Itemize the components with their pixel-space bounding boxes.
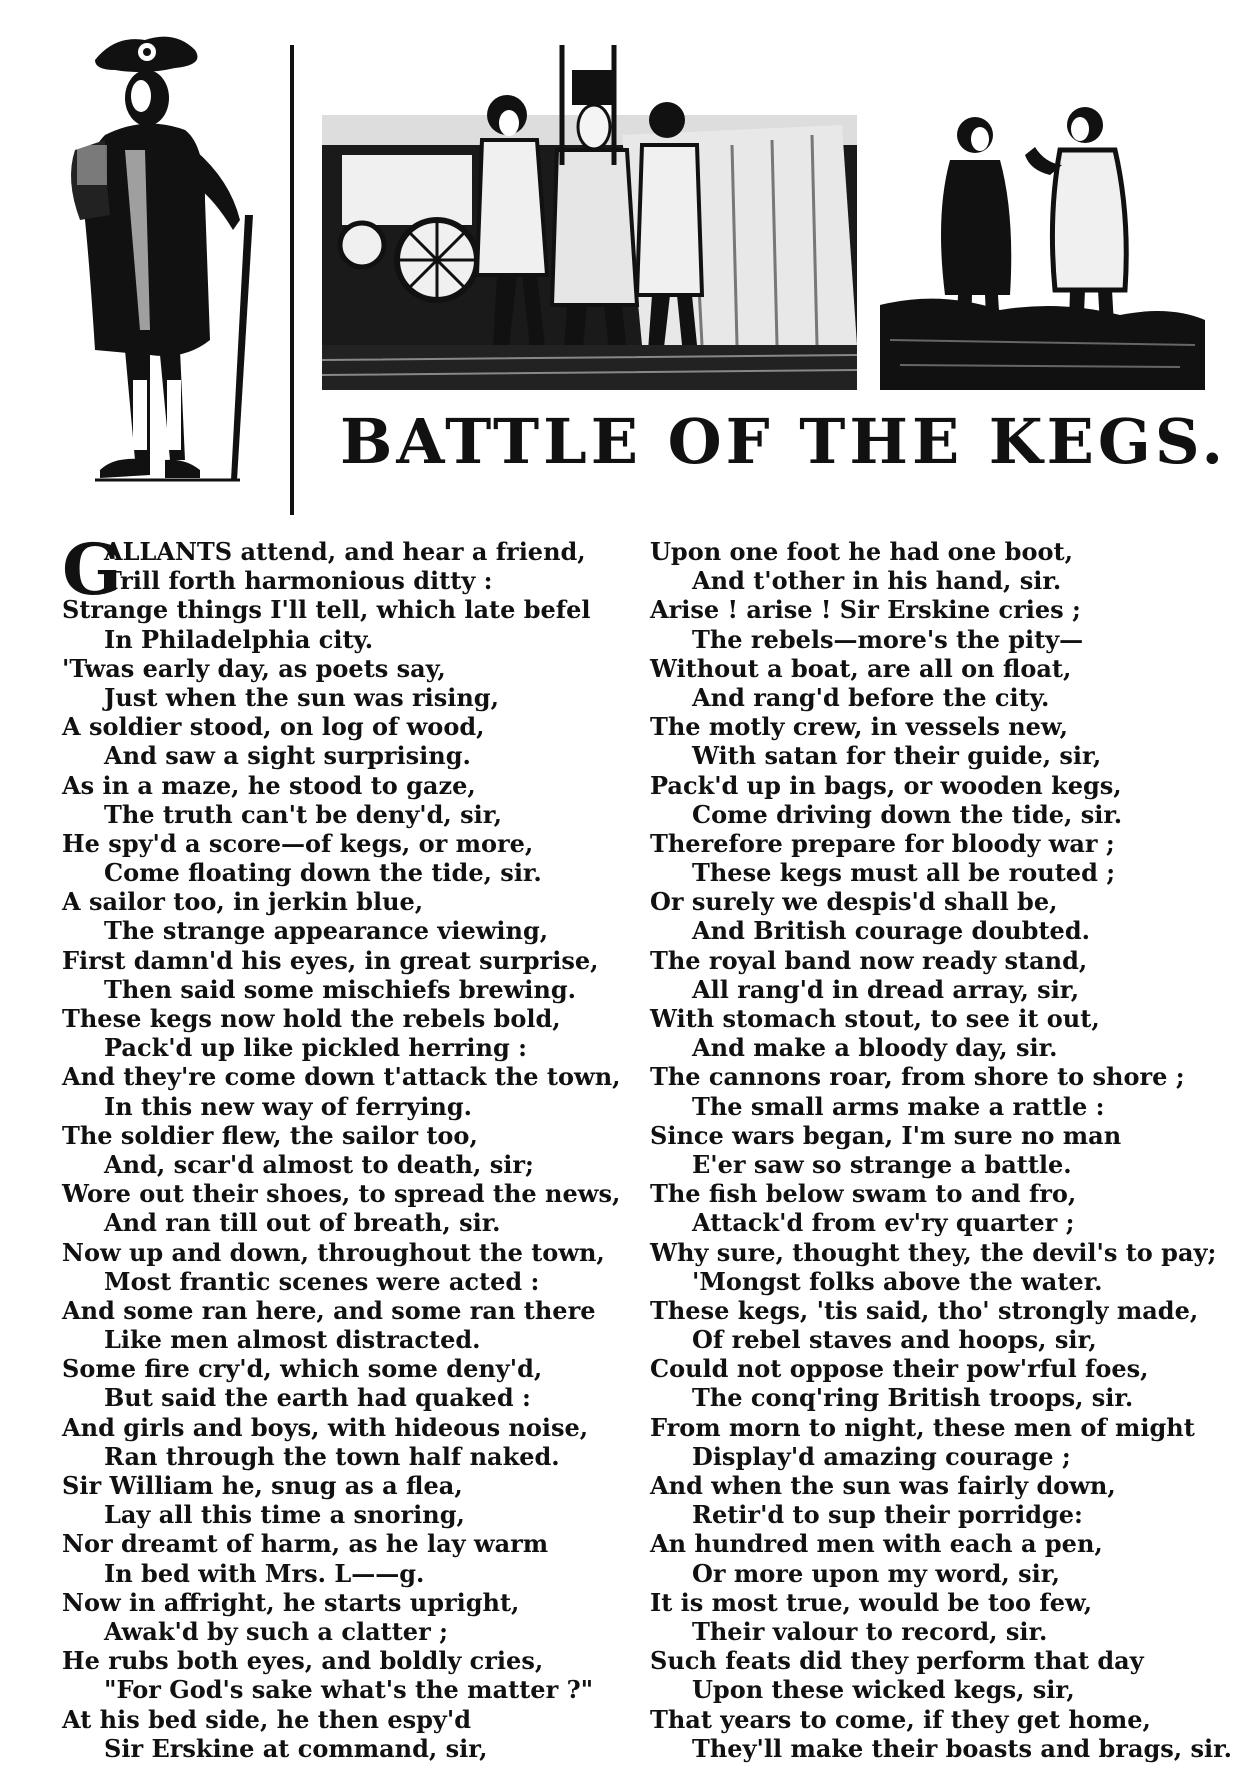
poem-line: The conq'ring British troops, sir. [692, 1383, 1134, 1413]
poem-line: These kegs must all be routed ; [692, 858, 1116, 888]
poem-line: The royal band now ready stand, [650, 945, 1088, 975]
poem-line: Display'd amazing courage ; [692, 1441, 1071, 1471]
poem-line: The cannons roar, from shore to shore ; [650, 1062, 1185, 1092]
poem-line: With stomach stout, to see it out, [650, 1004, 1100, 1033]
poem-line: The truth can't be deny'd, sir, [104, 799, 502, 829]
poem-line: Such feats did they perform that day [650, 1646, 1144, 1676]
poem-line: And British courage doubted. [692, 916, 1090, 946]
poem-line: And ran till out of breath, sir. [104, 1208, 501, 1238]
poem-line: An hundred men with each a pen, [650, 1529, 1103, 1559]
poem-line: Nor dreamt of harm, as he lay warm [62, 1529, 549, 1559]
poem-line: 'Mongst folks above the water. [692, 1266, 1103, 1296]
poem-line: Come driving down the tide, sir. [692, 799, 1123, 829]
poem-line: Their valour to record, sir. [692, 1616, 1048, 1646]
poem-line: Could not oppose their pow'rful foes, [650, 1354, 1149, 1384]
poem-line: Upon one foot he had one boot, [650, 537, 1073, 566]
poem-line: Retir'd to sup their porridge: [692, 1500, 1083, 1530]
poem-line: Sir Erskine at command, sir, [104, 1733, 488, 1763]
poem-line: He rubs both eyes, and boldly cries, [62, 1646, 544, 1676]
poem-line: Just when the sun was rising, [104, 682, 499, 712]
poem-line: And they're come down t'attack the town, [62, 1062, 621, 1092]
poem-line: The fish below swam to and fro, [650, 1179, 1077, 1209]
poem-line: The strange appearance viewing, [104, 916, 549, 946]
poem-line: The soldier flew, the sailor too, [62, 1120, 478, 1150]
poem-line: E'er saw so strange a battle. [692, 1149, 1072, 1179]
poem-line: Sir William he, snug as a flea, [62, 1471, 463, 1500]
poem-line: Attack'd from ev'ry quarter ; [692, 1208, 1075, 1238]
poem-column-right [650, 537, 1232, 1763]
poem-column-left [62, 528, 622, 1763]
poem-line: At his bed side, he then espy'd [62, 1704, 471, 1734]
poem-line: In Philadelphia city. [104, 624, 374, 654]
poem-line: Why sure, thought they, the devil's to pay; [650, 1237, 1217, 1267]
poem-line: First damn'd his eyes, in great surprise, [62, 945, 599, 975]
poem-line: Like men almost distracted. [104, 1325, 481, 1355]
poem-line: With satan for their guide, sir, [692, 741, 1102, 771]
poem-line: Trill forth harmonious ditty : [104, 566, 493, 596]
poem-line: These kegs now hold the rebels bold, [62, 1004, 561, 1033]
poem-line: And t'other in his hand, sir. [692, 566, 1062, 596]
poem-line: It is most true, would be too few, [650, 1587, 1093, 1617]
poem-line: Or surely we despis'd shall be, [650, 887, 1058, 917]
poem-line: Now in affright, he starts upright, [62, 1587, 520, 1617]
woodcut-gentleman-with-cane [55, 20, 300, 525]
poem-line: Some fire cry'd, which some deny'd, [62, 1354, 543, 1384]
poem-line: Lay all this time a snoring, [104, 1500, 465, 1530]
poem-line: Most frantic scenes were acted : [104, 1266, 540, 1296]
poem-line: The motly crew, in vessels new, [650, 712, 1068, 742]
woodcut-soldiers-camp-scene [322, 45, 857, 390]
poem-line: Of rebel staves and hoops, sir, [692, 1325, 1097, 1355]
poem-line: He spy'd a score—of kegs, or more, [62, 828, 534, 858]
poem-line: And girls and boys, with hideous noise, [62, 1412, 589, 1442]
poem-line: 'Twas early day, as poets say, [62, 653, 446, 683]
poem-line: The small arms make a rattle : [692, 1091, 1105, 1121]
poem-line: But said the earth had quaked : [104, 1383, 531, 1413]
poem-line: From morn to night, these men of might [650, 1412, 1195, 1442]
poem-line: Therefore prepare for bloody war ; [650, 828, 1115, 858]
poem-line: Pack'd up in bags, or wooden kegs, [650, 770, 1122, 800]
poem-line: Pack'd up like pickled herring : [104, 1033, 527, 1063]
poem-line: In this new way of ferrying. [104, 1091, 473, 1121]
poem-line: Or more upon my word, sir, [692, 1558, 1061, 1588]
poem-line: And when the sun was fairly down, [650, 1471, 1116, 1500]
woodcut-two-men-conversing [880, 105, 1205, 390]
poem-line: And make a bloody day, sir. [692, 1033, 1058, 1063]
poem-line: A soldier stood, on log of wood, [62, 712, 485, 742]
poem-line: Arise ! arise ! Sir Erskine cries ; [650, 595, 1081, 625]
poem-line: Upon these wicked kegs, sir, [692, 1675, 1075, 1705]
poem-line: Now up and down, throughout the town, [62, 1237, 605, 1267]
poem-line: Awak'd by such a clatter ; [104, 1616, 448, 1646]
poem-line: Since wars began, I'm sure no man [650, 1120, 1122, 1150]
page-title: BATTLE OF THE KEGS. [340, 405, 1228, 478]
drop-cap-initial: G [62, 528, 122, 611]
poem-line: Then said some mischiefs brewing. [104, 974, 576, 1004]
poem-line: They'll make their boasts and brags, sir. [692, 1733, 1232, 1763]
poem-line: ALLANTS attend, and hear a friend, [104, 537, 586, 566]
poem-line: Without a boat, are all on float, [650, 653, 1072, 683]
poem-line: In bed with Mrs. L——g. [104, 1558, 425, 1588]
poem-line: All rang'd in dread array, sir, [692, 974, 1080, 1004]
poem-line: That years to come, if they get home, [650, 1704, 1151, 1734]
poem-line: Ran through the town half naked. [104, 1441, 560, 1471]
poem-line: And rang'd before the city. [692, 682, 1050, 712]
poem-line: The rebels—more's the pity— [692, 624, 1084, 654]
poem-line: Wore out their shoes, to spread the news, [62, 1179, 621, 1209]
poem-line: A sailor too, in jerkin blue, [62, 887, 424, 917]
poem-line: And saw a sight surprising. [104, 741, 471, 771]
poem-line: And, scar'd almost to death, sir; [104, 1149, 534, 1179]
poem-line: Strange things I'll tell, which late befel [62, 595, 591, 625]
poem-line: And some ran here, and some ran there [62, 1295, 596, 1325]
poem-line: "For God's sake what's the matter ?" [104, 1675, 594, 1705]
poem-line: Come floating down the tide, sir. [104, 858, 542, 888]
poem-line: These kegs, 'tis said, tho' strongly made, [650, 1295, 1199, 1325]
poem-line: As in a maze, he stood to gaze, [62, 770, 476, 800]
